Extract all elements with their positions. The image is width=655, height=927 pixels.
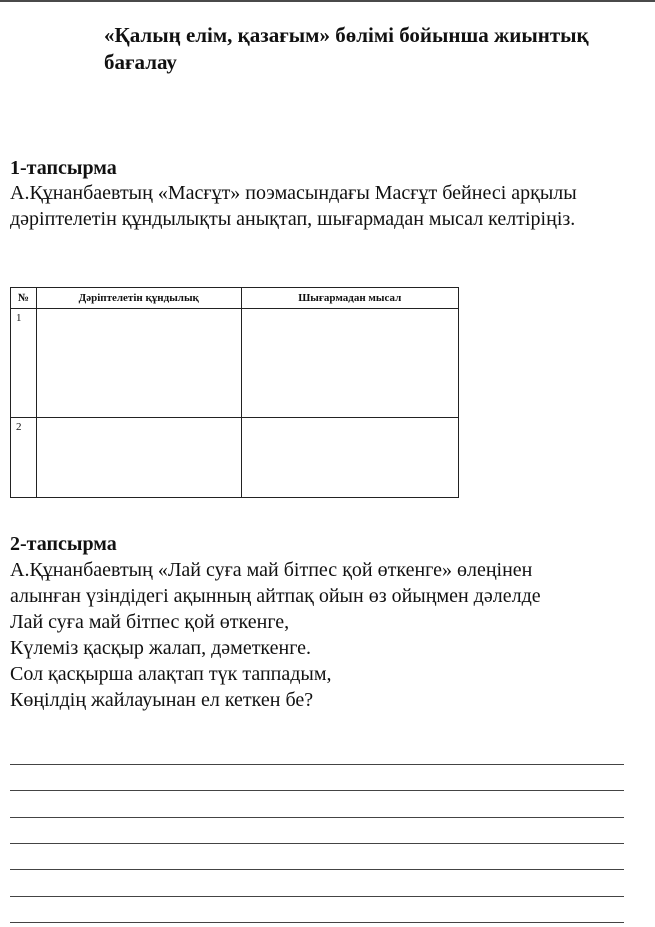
task2-instruction: А.Құнанбаевтың «Лай суға май бітпес қой өткенге» өлеңінен алынған үзіндідегі ақынның айтпақ ойын өз ойыңмен дәлелде <box>10 559 541 607</box>
task1-text: А.Құнанбаевтың «Масғұт» поэмасындағы Масғұт бейнесі арқылы дәріптелетін құндылықты анықтап, шығармадан мысал келтіріңіз. <box>10 182 577 230</box>
top-border-line <box>0 0 655 2</box>
answer-line[interactable] <box>10 869 624 870</box>
row-number-cell <box>11 309 37 418</box>
value-answer-cell[interactable] <box>37 418 241 498</box>
table-header-row <box>11 288 459 309</box>
poem-line: Күлеміз қасқыр жалап, дәметкенге. <box>10 637 312 659</box>
table-header-value: Дәріптелетін құндылық <box>37 288 241 309</box>
task1-heading: 1-тапсырма <box>10 157 117 179</box>
answer-line[interactable] <box>10 843 624 844</box>
poem-line: Лай суға май бітпес қой өткенге, <box>10 611 290 633</box>
table-header-number: № <box>11 288 37 309</box>
example-answer-cell[interactable] <box>241 309 459 418</box>
example-answer-cell[interactable] <box>241 418 459 498</box>
task2-heading: 2-тапсырма <box>10 533 117 555</box>
answer-line[interactable] <box>10 817 624 818</box>
value-answer-cell[interactable] <box>37 309 241 418</box>
task2-text-block <box>10 557 550 713</box>
answer-line[interactable] <box>10 764 624 765</box>
table-row <box>11 418 459 498</box>
poem-line: Сол қасқырша алақтап түк таппадым, <box>10 663 332 685</box>
row-number: 1 <box>16 312 22 324</box>
row-number-cell <box>11 418 37 498</box>
row-number: 2 <box>16 421 22 433</box>
task1-answer-table <box>10 287 459 498</box>
table-row <box>11 309 459 418</box>
poem-line: Көңілдің жайлауынан ел кеткен бе? <box>10 689 314 711</box>
answer-line[interactable] <box>10 790 624 791</box>
answer-line[interactable] <box>10 922 624 923</box>
document-title: «Қалың елім, қазағым» бөлімі бойынша жиынтық бағалау <box>104 23 589 74</box>
table-header-example: Шығармадан мысал <box>241 288 459 309</box>
answer-line[interactable] <box>10 896 624 897</box>
